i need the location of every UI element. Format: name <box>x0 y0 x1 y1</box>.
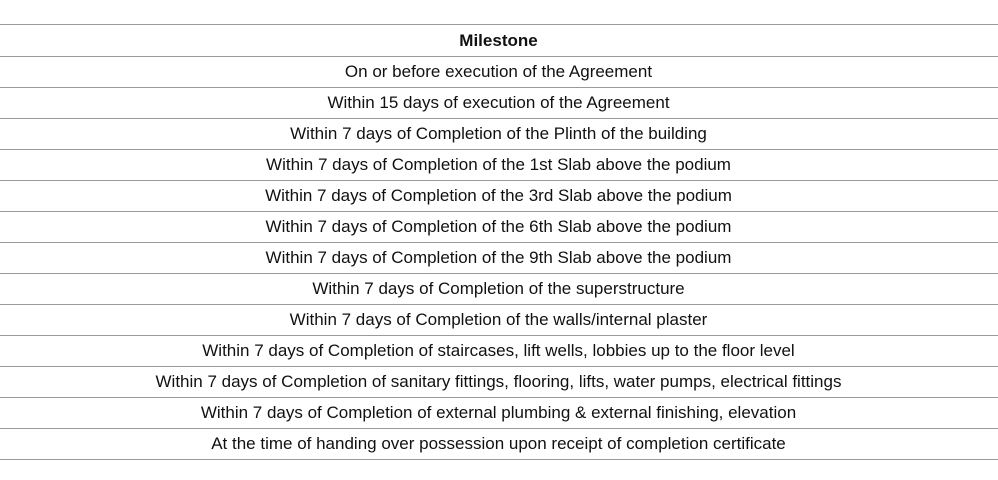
milestone-table <box>0 24 998 460</box>
table-row <box>0 243 998 274</box>
table-row <box>0 398 998 429</box>
table-row <box>0 150 998 181</box>
milestone-table-body <box>0 57 998 460</box>
milestone-cell: Within 7 days of Completion of the 1st Slab above the podium <box>0 150 998 181</box>
table-row <box>0 212 998 243</box>
table-row <box>0 181 998 212</box>
milestone-cell: Within 7 days of Completion of the superstructure <box>0 274 998 305</box>
table-row <box>0 367 998 398</box>
table-row <box>0 57 998 88</box>
milestone-cell: At the time of handing over possession upon receipt of completion certificate <box>0 429 998 460</box>
table-row <box>0 88 998 119</box>
milestone-cell: Within 7 days of Completion of sanitary fittings, flooring, lifts, water pumps, electrical fittings <box>0 367 998 398</box>
table-row <box>0 429 998 460</box>
milestone-cell: On or before execution of the Agreement <box>0 57 998 88</box>
milestone-column-header: Milestone <box>0 25 998 57</box>
milestone-cell: Within 7 days of Completion of the Plinth of the building <box>0 119 998 150</box>
milestone-cell: Within 7 days of Completion of the 3rd Slab above the podium <box>0 181 998 212</box>
table-header-row <box>0 25 998 57</box>
table-row <box>0 305 998 336</box>
milestone-cell: Within 7 days of Completion of external plumbing & external finishing, elevation <box>0 398 998 429</box>
table-row <box>0 119 998 150</box>
milestone-cell: Within 7 days of Completion of the walls/internal plaster <box>0 305 998 336</box>
table-row <box>0 336 998 367</box>
milestone-cell: Within 15 days of execution of the Agreement <box>0 88 998 119</box>
milestone-cell: Within 7 days of Completion of the 9th Slab above the podium <box>0 243 998 274</box>
milestone-cell: Within 7 days of Completion of staircases, lift wells, lobbies up to the floor level <box>0 336 998 367</box>
milestone-cell: Within 7 days of Completion of the 6th Slab above the podium <box>0 212 998 243</box>
table-row <box>0 274 998 305</box>
